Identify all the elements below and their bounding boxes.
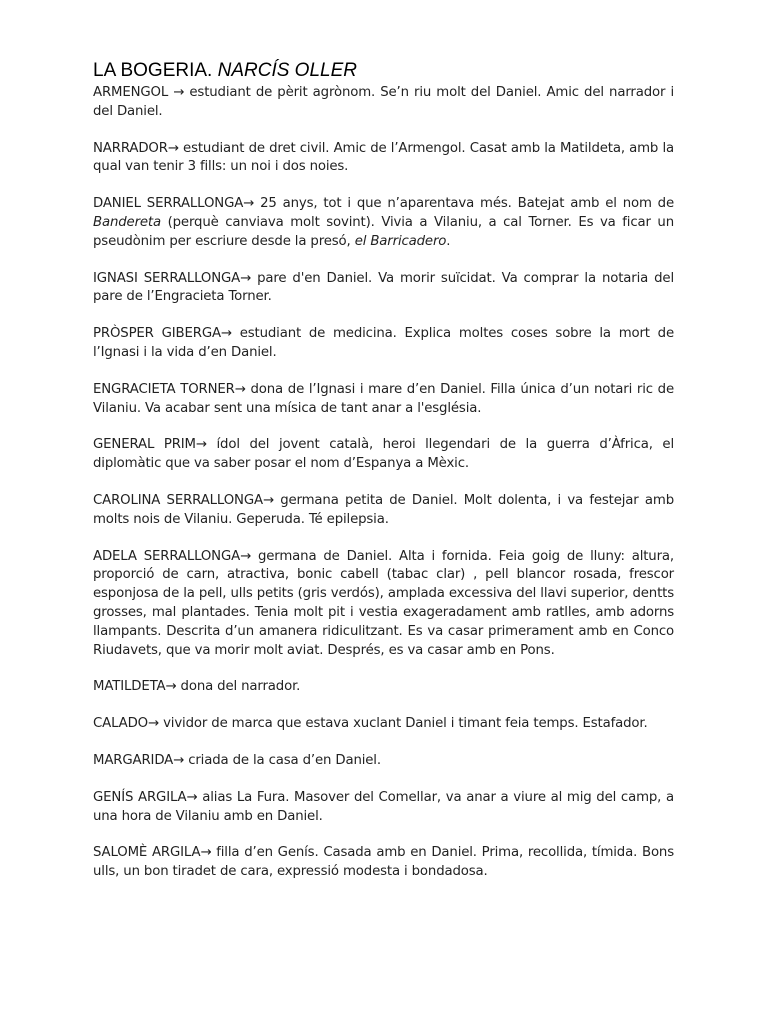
character-name: IGNASI SERRALLONGA	[93, 270, 241, 286]
arrow-icon: →	[165, 679, 181, 695]
arrow-icon: →	[240, 270, 258, 286]
character-name: CALADO	[93, 716, 148, 732]
arrow-icon: →	[240, 548, 258, 564]
character-description: 25 anys, tot i que n’aparentava més. Batejat amb el nom de	[260, 196, 674, 212]
arrow-icon: →	[234, 381, 251, 397]
arrow-icon: →	[148, 716, 164, 732]
page-title	[93, 59, 674, 83]
character-name: CAROLINA SERRALLONGA	[93, 492, 263, 508]
character-entry-prosper-giberga	[93, 325, 674, 363]
character-name: MATILDETA	[93, 679, 166, 695]
character-name: DANIEL SERRALLONGA	[93, 196, 244, 212]
arrow-icon: →	[186, 789, 203, 805]
character-description: estudiant de pèrit agrònom. Se’n riu molt del Daniel. Amic del narrador i del Daniel.	[93, 85, 674, 119]
arrow-icon: →	[262, 492, 281, 508]
title-author: NARCÍS OLLER	[217, 60, 357, 81]
character-name: NARRADOR	[93, 140, 168, 156]
character-name: ADELA SERRALLONGA	[93, 548, 241, 564]
character-description: alias La Fura. Masover del Comellar, va anar a viure al mig del camp, a una hora de Vilaniu amb en Daniel.	[93, 789, 674, 824]
character-description: dona de l’Ignasi i mare d’en Daniel. Filla única d’un notari ric de Vilaniu. Va acabar sent una mísica de tant anar a l'església.	[93, 381, 674, 416]
character-description: filla d’en Genís. Casada amb en Daniel. Prima, recollida, tímida. Bons ulls, un bon tiradet de cara, expressió modesta i bondadosa.	[93, 845, 674, 880]
character-name: GENERAL PRIM	[93, 437, 196, 453]
arrow-icon: →	[167, 140, 184, 156]
character-description: criada de la casa d’en Daniel.	[188, 752, 381, 768]
character-name: SALOMÈ ARGILA	[93, 845, 201, 861]
arrow-icon: →	[195, 437, 217, 453]
character-entry-armengol	[93, 84, 674, 122]
character-name: ARMENGOL	[93, 85, 169, 100]
character-entry-engracieta-torner	[93, 381, 674, 419]
character-description-end: .	[446, 233, 451, 249]
pseudonym: el Barricadero	[354, 233, 447, 249]
character-name: PRÒSPER GIBERGA	[93, 326, 221, 342]
character-description: germana de Daniel. Alta i fornida. Feia goig de lluny: altura, proporció de carn, atractiva, bonic cabell (tabac clar) , pell blancor rosada, frescor esponjosa de la pell, ulls petits (gris verdós), amplada excessiva del llavi superior, dentts grosses, mal plantades. Tenia molt pit i vestia exageradament amb ratlles, amb adorns llampants. Descrita d’un amanera ridiculitzant. Es va casar primerament amb en Conco Riudavets, que va morir molt aviat. Després, es va casar amb en Pons.	[93, 548, 674, 658]
character-description: estudiant de dret civil. Amic de l’Armengol. Casat amb la Matildeta, amb la qual van tenir 3 fills: un noi i dos noies.	[93, 140, 674, 175]
character-entry-narrador	[93, 140, 674, 178]
arrow-icon: →	[173, 752, 189, 768]
character-name: GENÍS ARGILA	[93, 789, 187, 805]
character-name: MARGARIDA	[93, 752, 174, 768]
arrow-icon: →	[200, 845, 217, 861]
character-description: pare d'en Daniel. Va morir suïcidat. Va comprar la notaria del pare de l’Engracieta Torner.	[93, 270, 674, 305]
character-entry-matildeta	[93, 678, 674, 697]
character-entry-genis-argila	[93, 789, 674, 827]
character-entry-carolina-serrallonga	[93, 492, 674, 530]
arrow-icon: →	[243, 196, 261, 212]
character-entry-salome-argila	[93, 844, 674, 882]
character-entry-margarida	[93, 752, 674, 771]
document-body	[93, 59, 674, 900]
character-description-cont: (perquè canviava molt sovint). Vivia a Vilaniu, a cal Torner. Es va ficar un pseudònim per escriure desde la presó,	[93, 214, 674, 249]
character-entry-calado	[93, 715, 674, 734]
character-description: dona del narrador.	[180, 679, 301, 695]
character-entry-general-prim	[93, 436, 674, 474]
character-name: ENGRACIETA TORNER	[93, 381, 235, 397]
character-description: ídol del jovent català, heroi llegendari de la guerra d’Àfrica, el diplomàtic que va saber posar el nom d’Espanya a Mèxic.	[93, 437, 674, 472]
nickname: Bandereta	[93, 214, 161, 230]
character-description: germana petita de Daniel. Molt dolenta, i va festejar amb molts nois de Vilaniu. Geperuda. Té epilepsia.	[93, 492, 674, 527]
arrow-icon: →	[220, 326, 240, 342]
arrow-icon: →	[168, 85, 190, 100]
character-description: estudiant de medicina. Explica moltes coses sobre la mort de l’Ignasi i la vida d’en Daniel.	[93, 326, 674, 360]
character-entry-adela-serrallonga	[93, 548, 674, 661]
character-description: vividor de marca que estava xuclant Daniel i timant feia temps. Estafador.	[163, 716, 648, 732]
character-entry-daniel-serrallonga	[93, 195, 674, 251]
title-main: LA BOGERIA.	[93, 60, 213, 81]
character-entry-ignasi-serrallonga	[93, 270, 674, 308]
